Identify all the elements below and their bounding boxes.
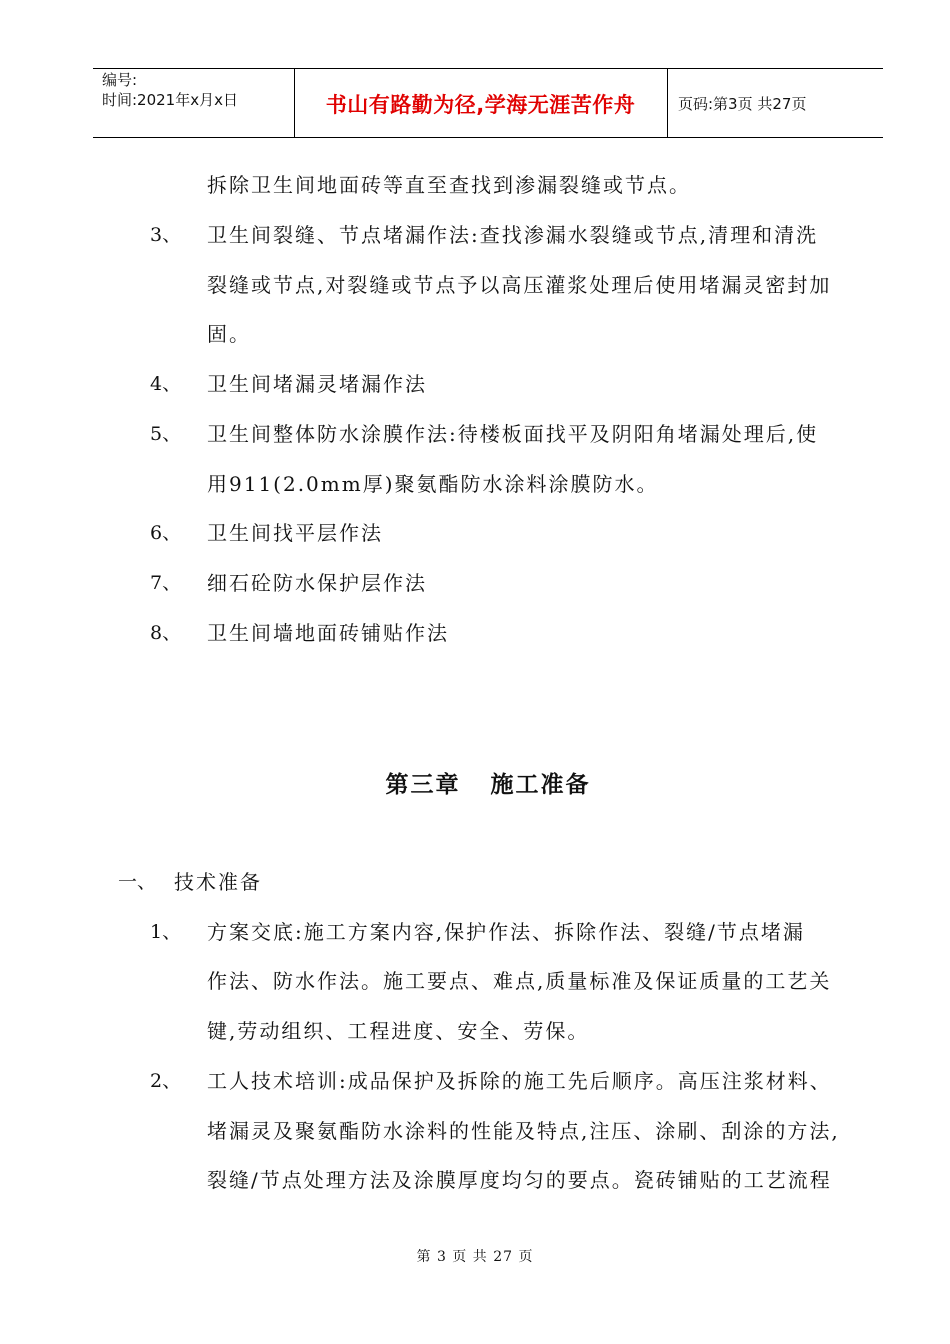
list-item-number: 5、 — [150, 423, 182, 445]
list-item-number: 1、 — [150, 921, 182, 943]
header-page-number: 页码:第3页 共27页 — [678, 95, 807, 113]
chapter-heading: 第三章 施工准备 — [385, 772, 591, 798]
list-item-number: 3、 — [150, 224, 182, 246]
document-number-label: 编号: — [102, 71, 138, 89]
list-item-number: 2、 — [150, 1070, 182, 1092]
list-item-line: 卫生间裂缝、节点堵漏作法:查找渗漏水裂缝或节点,清理和清洗 — [207, 223, 819, 247]
page-footer: 第 3 页 共 27 页 — [416, 1249, 534, 1265]
section-title: 技术准备 — [174, 870, 262, 894]
section-number: 一、 — [118, 871, 157, 893]
header-page-cell — [668, 69, 883, 137]
header-motto: 书山有路勤为径,学海无涯苦作舟 — [325, 93, 636, 117]
page-header — [93, 68, 883, 138]
list-item-number: 7、 — [150, 572, 182, 594]
list-item-line: 作法、防水作法。施工要点、难点,质量标准及保证质量的工艺关 — [207, 969, 832, 993]
header-motto-cell — [294, 69, 668, 137]
list-item-line: 卫生间墙地面砖铺贴作法 — [207, 621, 449, 645]
list-item-line: 卫生间堵漏灵堵漏作法 — [207, 372, 427, 396]
list-item-number: 8、 — [150, 622, 182, 644]
list-item-line: 工人技术培训:成品保护及拆除的施工先后顺序。高压注浆材料、 — [207, 1069, 832, 1093]
list-item-number: 4、 — [150, 373, 182, 395]
list-item-line: 方案交底:施工方案内容,保护作法、拆除作法、裂缝/节点堵漏 — [207, 920, 805, 944]
list-item-line: 卫生间找平层作法 — [207, 521, 383, 545]
list-item-number: 6、 — [150, 522, 182, 544]
list-item-line: 裂缝/节点处理方法及涂膜厚度均匀的要点。瓷砖铺贴的工艺流程 — [207, 1168, 832, 1192]
document-time-label: 时间:2021年x月x日 — [102, 91, 238, 109]
list-item-line: 键,劳动组织、工程进度、安全、劳保。 — [207, 1019, 590, 1043]
list-item-line: 裂缝或节点,对裂缝或节点予以高压灌浆处理后使用堵漏灵密封加 — [207, 273, 832, 297]
list-item-line: 细石砼防水保护层作法 — [207, 571, 427, 595]
paragraph-line: 拆除卫生间地面砖等直至查找到渗漏裂缝或节点。 — [207, 173, 691, 197]
list-item-line: 用911(2.0mm厚)聚氨酯防水涂料涂膜防水。 — [207, 472, 659, 496]
list-item-line: 固。 — [207, 322, 251, 346]
list-item-line: 卫生间整体防水涂膜作法:待楼板面找平及阴阳角堵漏处理后,使 — [207, 422, 819, 446]
list-item-line: 堵漏灵及聚氨酯防水涂料的性能及特点,注压、涂刷、刮涂的方法, — [207, 1119, 840, 1143]
header-meta-cell — [93, 69, 295, 137]
